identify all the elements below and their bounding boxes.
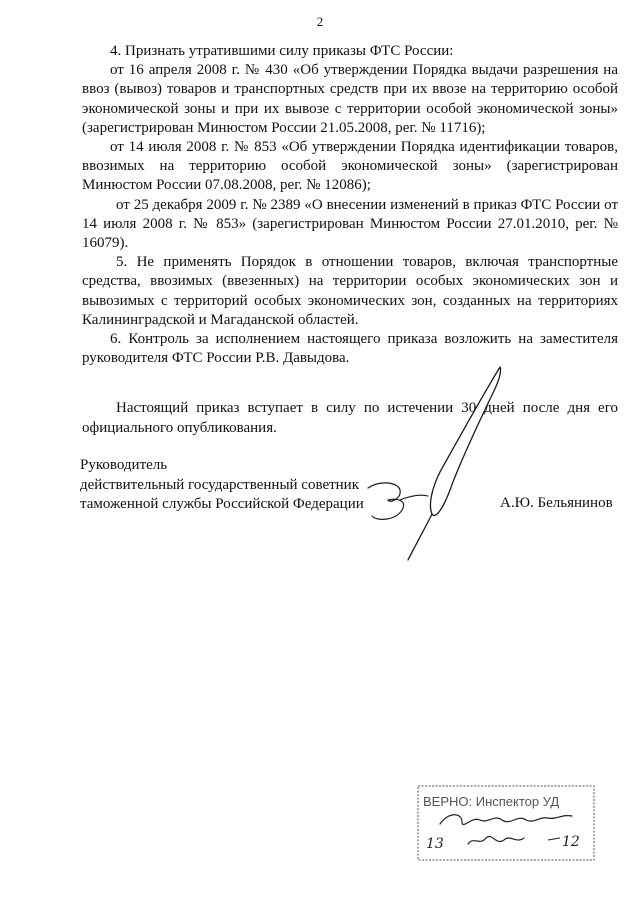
paragraph-order-2389: от 25 декабря 2009 г. № 2389 «О внесении изменений в приказ ФТС России от 14 июля 2008 г. № 853» (зарегистрирован Минюстом России 27.01.2010, рег. № 16079). — [82, 196, 618, 252]
stamp-handwritten-year: 12 — [562, 834, 580, 850]
paragraph-item-6: 6. Контроль за исполнением настоящего приказа возложить на заместителя руководителя ФТС России Р.В. Давыдова. — [82, 331, 618, 367]
paragraph-item-5: 5. Не применять Порядок в отношении товаров, включая транспортные средства, ввозимых (ввезенных) на территории особых экономических зон и вывозимых с территорий особых экономических зон, созданных на территориях Калининградской и Магаданской областей. — [82, 254, 618, 328]
signatory-title-line-3: таможенной службы Российской Федерации — [80, 496, 364, 512]
stamp-handwritten-day: 13 — [426, 836, 444, 852]
signatory-title-line-1: Руководитель — [80, 457, 168, 473]
signatory-name: А.Ю. Бельянинов — [500, 495, 613, 511]
stamp-printed-text: ВЕРНО: Инспектор УД — [423, 794, 560, 809]
signatory-title — [80, 456, 364, 515]
document-body — [82, 42, 618, 438]
paragraph-effective-date: Настоящий приказ вступает в силу по истечении 30 дней после дня его официального опубликования. — [82, 400, 618, 436]
page-number: 2 — [316, 14, 324, 29]
paragraph-item-4: 4. Признать утратившими силу приказы ФТС России: — [110, 43, 454, 59]
paragraph-order-430: от 16 апреля 2008 г. № 430 «Об утверждении Порядка выдачи разрешения на ввоз (вывоз) товаров и транспортных средств при их ввозе на территорию особой экономической зоны и при их вывозе с территории особой экономической зоны» (зарегистрирован Минюстом России 21.05.2008, рег. № 11716); — [82, 62, 618, 136]
paragraph-order-853: от 14 июля 2008 г. № 853 «Об утверждении Порядка идентификации товаров, ввозимых на территорию особой экономической зоны» (зарегистрирован Минюстом России 07.08.2008, рег. № 12086); — [82, 139, 618, 194]
stamp-handwritten-month — [468, 836, 524, 844]
stamp-handwritten-name — [440, 815, 572, 825]
signatory-title-line-2: действительный государственный советник — [80, 476, 360, 493]
